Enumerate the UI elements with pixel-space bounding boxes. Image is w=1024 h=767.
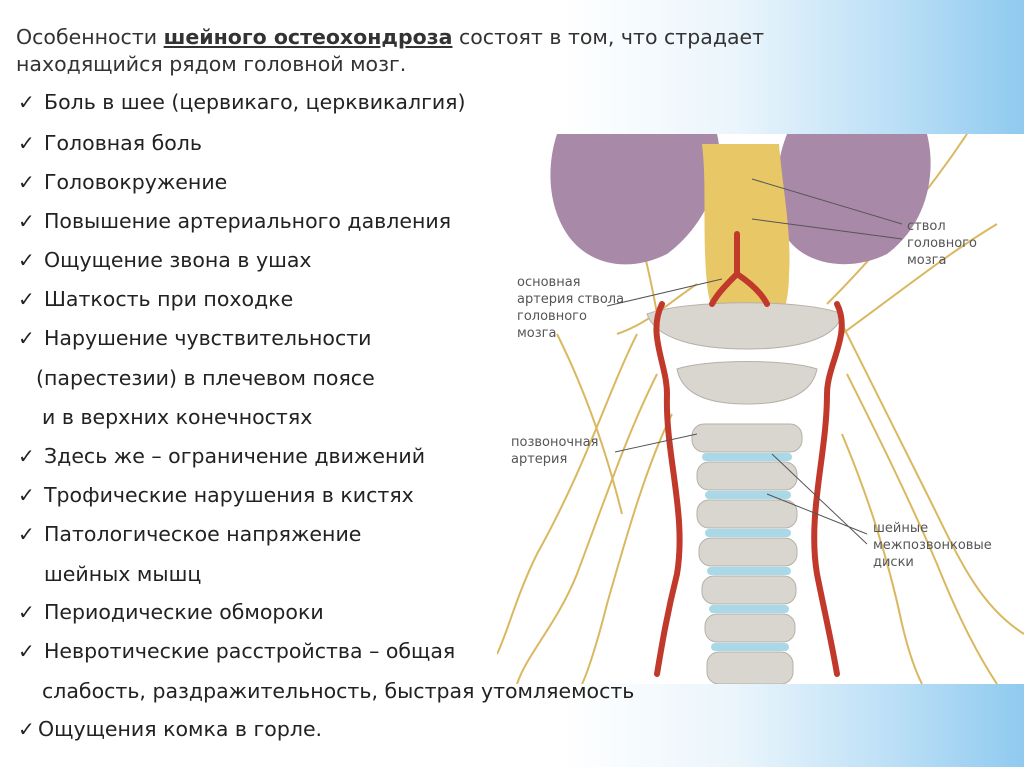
heading-part-1: Особенности <box>16 25 164 49</box>
checkmark-icon: ✓ <box>18 600 35 624</box>
label-vertebral-artery: позвоночная артерия <box>511 435 599 467</box>
list-item: ✓ Патологическое напряжение <box>18 522 362 546</box>
checkmark-icon: ✓ <box>18 717 35 741</box>
heading-highlight: шейного остеохондроза <box>163 25 453 49</box>
checkmark-icon: ✓ <box>18 326 35 350</box>
anatomy-drawing <box>497 134 1024 684</box>
list-item: ✓ Ощущение звона в ушах <box>18 248 312 272</box>
list-item: ✓ Периодические обмороки <box>18 600 324 624</box>
label-basilar-artery: основная артерия ствола головного мозга <box>517 275 625 341</box>
label-cervical-discs: шейные межпозвонковые диски <box>873 521 992 570</box>
checkmark-icon: ✓ <box>18 444 35 468</box>
checkmark-icon: ✓ <box>18 131 35 155</box>
list-item-continuation: (парестезии) в плечевом поясе <box>36 366 375 390</box>
list-item: ✓ Головная боль <box>18 131 202 155</box>
brain-left-hemisphere <box>550 134 719 264</box>
list-item: ✓ Невротические расстройства – общая <box>18 639 456 663</box>
checkmark-icon: ✓ <box>18 483 35 507</box>
list-item-continuation: шейных мышц <box>44 562 202 586</box>
list-item: ✓ Боль в шее (цервикаго, церквикалгия) <box>18 90 466 114</box>
list-item-continuation: и в верхних конечностях <box>42 405 313 429</box>
checkmark-icon: ✓ <box>18 287 35 311</box>
heading-line-2: находящийся рядом головной мозг. <box>16 52 407 76</box>
checkmark-icon: ✓ <box>18 170 35 194</box>
heading-part-2: состоят в том, что страдает <box>452 25 765 49</box>
label-brainstem: ствол головного мозга <box>907 219 977 268</box>
checkmark-icon: ✓ <box>18 248 35 272</box>
checkmark-icon: ✓ <box>18 639 35 663</box>
list-item: ✓ Здесь же – ограничение движений <box>18 444 426 468</box>
list-item: ✓ Ощущения комка в горле. <box>18 717 323 741</box>
list-item: ✓ Головокружение <box>18 170 228 194</box>
checkmark-icon: ✓ <box>18 90 35 114</box>
list-item: ✓ Повышение артериального давления <box>18 209 452 233</box>
checkmark-icon: ✓ <box>18 209 35 233</box>
list-item: ✓ Шаткость при походке <box>18 287 294 311</box>
list-item-continuation: слабость, раздражительность, быстрая утомляемость <box>42 679 635 703</box>
checkmark-icon: ✓ <box>18 522 35 546</box>
cervical-spine-illustration <box>497 134 1024 684</box>
list-item: ✓ Трофические нарушения в кистях <box>18 483 414 507</box>
slide-heading <box>16 24 916 78</box>
list-item: ✓ Нарушение чувствительности <box>18 326 372 350</box>
